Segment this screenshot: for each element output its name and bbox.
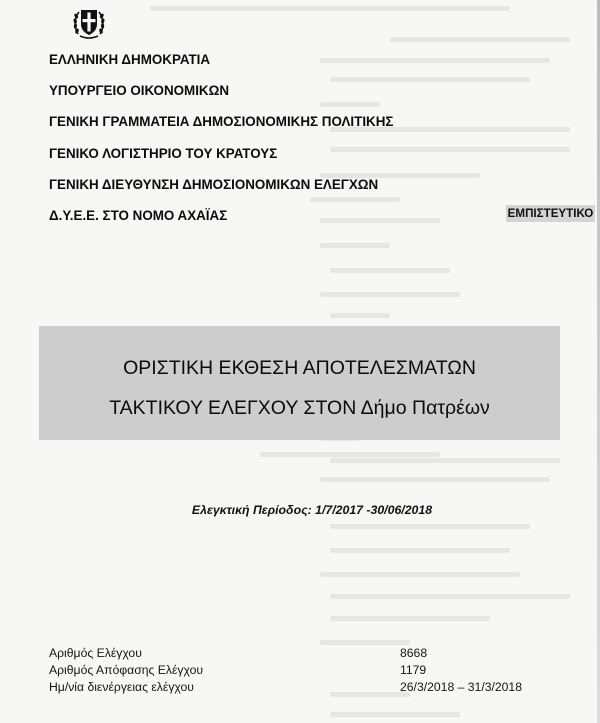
audit-dates-row [49,679,569,696]
audit-dates-label: Ημ/νία διενέργειας ελέγχου [49,680,194,694]
report-title-block [39,326,560,440]
audit-decision-row [49,662,569,679]
greek-coat-of-arms-icon [70,4,108,42]
header-line-general-directorate: ΓΕΝΙΚΗ ΔΙΕΥΘΥΝΣΗ ΔΗΜΟΣΙΟΝΟΜΙΚΩΝ ΕΛΕΓΧΩΝ [49,176,379,192]
header-line-general-accounting-office: ΓΕΝΙΚΟ ΛΟΓΙΣΤΗΡΙΟ ΤΟΥ ΚΡΑΤΟΥΣ [49,145,278,161]
header-line-ministry: ΥΠΟΥΡΓΕΙΟ ΟΙΚΟΝΟΜΙΚΩΝ [49,83,229,99]
report-title-line-1: ΟΡΙΣΤΙΚΗ ΕΚΘΕΣΗ ΑΠΟΤΕΛΕΣΜΑΤΩΝ [123,357,476,379]
issuing-authority-header [49,52,449,239]
audit-details [49,645,569,696]
header-line-general-secretariat: ΓΕΝΙΚΗ ΓΡΑΜΜΑΤΕΙΑ ΔΗΜΟΣΙΟΝΟΜΙΚΗΣ ΠΟΛΙΤΙΚΗΣ [49,114,394,130]
audit-number-row [49,645,569,662]
audit-decision-label: Αριθμός Απόφασης Ελέγχου [49,663,204,677]
audit-dates-value: 26/3/2018 – 31/3/2018 [400,680,522,694]
audit-decision-value: 1179 [400,663,427,677]
audit-number-value: 8668 [400,646,428,660]
audit-number-label: Αριθμός Ελέγχου [49,646,142,660]
header-line-regional-service: Δ.Υ.Ε.Ε. ΣΤΟ ΝΟΜΟ ΑΧΑΪΑΣ [49,207,228,223]
audit-period: Ελεγκτική Περίοδος: 1/7/2017 -30/06/2018 [191,503,433,517]
header-line-republic: ΕΛΛΗΝΙΚΗ ΔΗΜΟΚΡΑΤΙΑ [49,52,211,67]
classification-badge: ΕΜΠΙΣΤΕΥΤΙΚΟ [507,207,594,220]
report-title-line-2: ΤΑΚΤΙΚΟΥ ΕΛΕΓΧΟΥ ΣΤΟΝ Δήμο Πατρέων [109,397,490,419]
